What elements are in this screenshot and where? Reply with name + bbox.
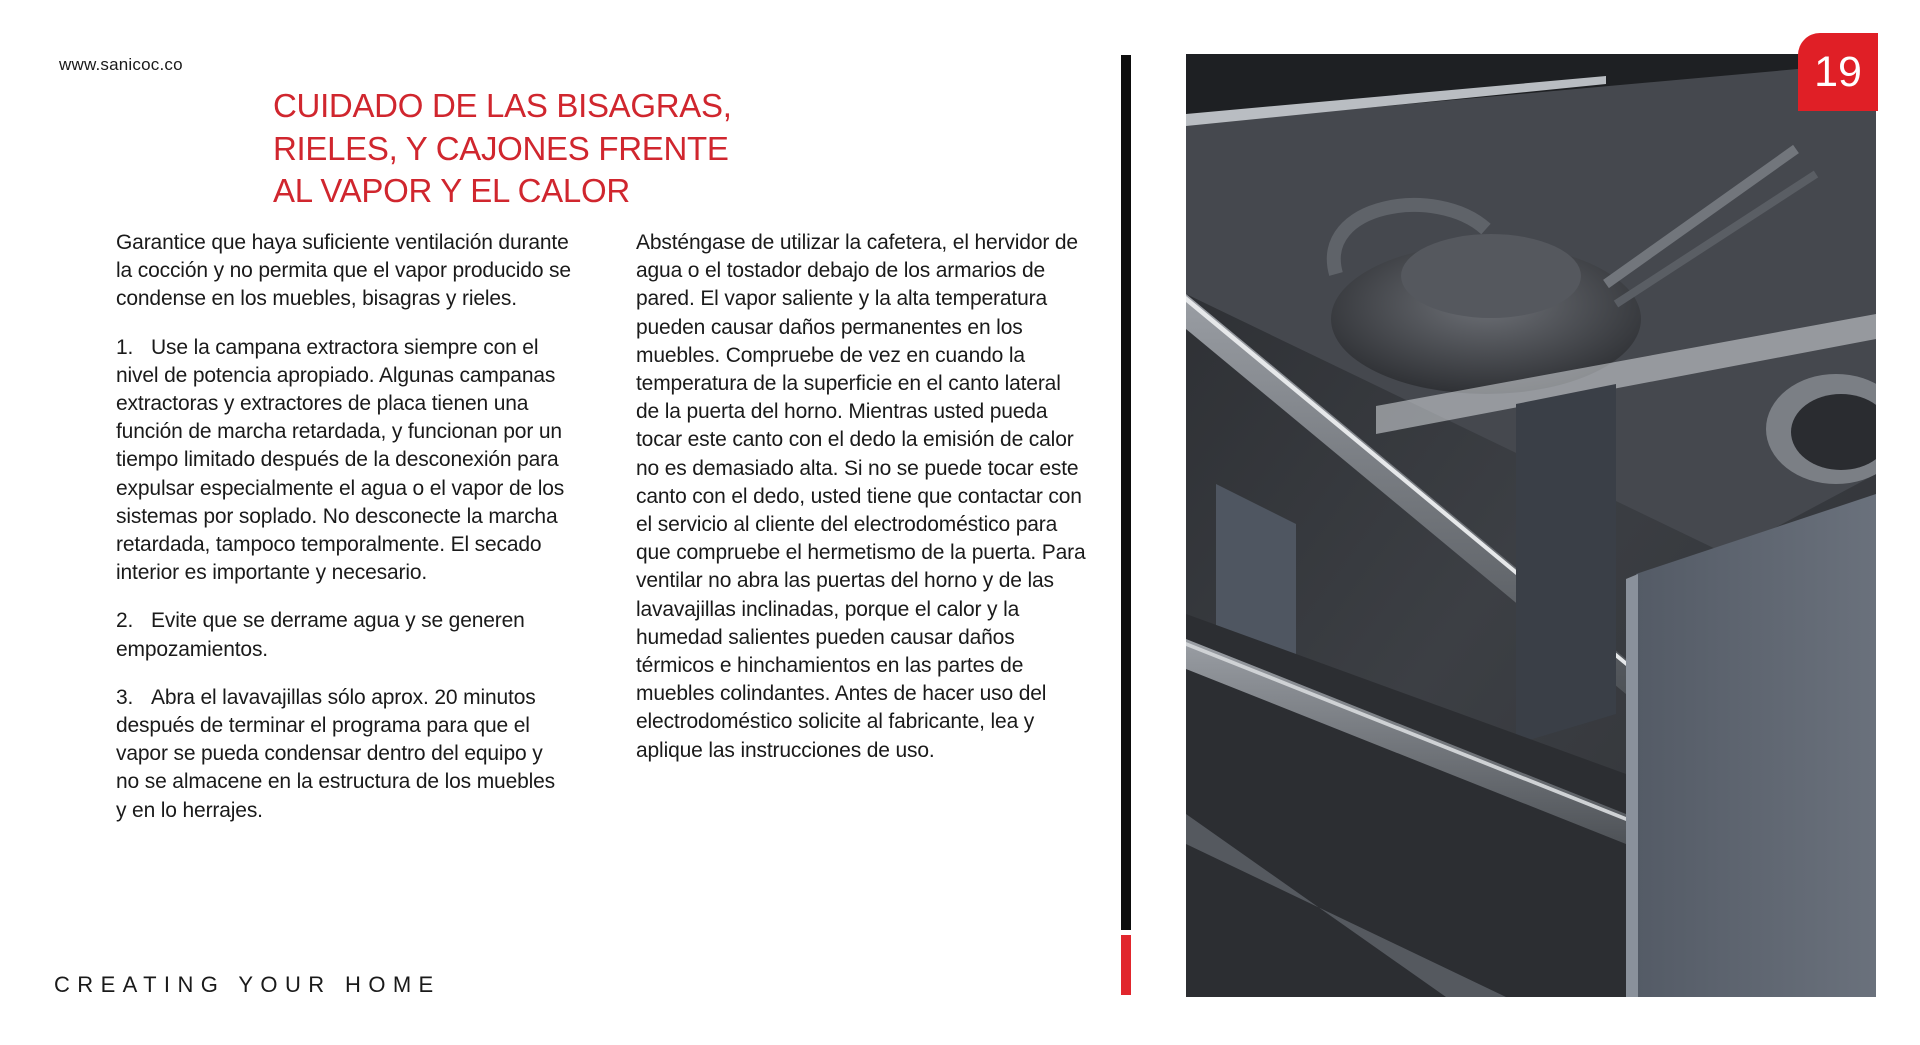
drawer-front-edge (1626, 574, 1638, 997)
right-paragraph: Absténgase de utilizar la cafetera, el hervidor de agua o el tostador debajo de los armarios de pared. El vapor saliente y la alta temperatura pueden causar daños permanentes en los muebles. Compruebe de vez en cuando la temperatura de la superficie en el canto lateral de la puerta del horno. Mientras usted pueda tocar este canto con el dedo la emisión de calor no es demasiado alta. Si no se puede tocar este canto con el dedo, usted tiene que contactar con el servicio al cliente del electrodoméstico para que compruebe el hermetismo de la puerta. Para ventilar no abra las puertas del horno y de las lavavajillas inclinadas, porque el calor y la humedad salientes pueden causar daños térmicos e hinchamientos en las partes de muebles colindantes. Antes de hacer uso del electrodoméstico solicite al fabricante, lea y aplique las instrucciones de uso. (636, 231, 1086, 762)
list-item-number: 2. (116, 609, 134, 633)
left-text-column (116, 229, 571, 825)
kitchen-drawer-photo (1186, 54, 1876, 997)
list-item (116, 684, 571, 825)
list-item-text: Abra el lavavajillas sólo aprox. 20 minutos después de terminar el programa para que el vapor se pueda condensar dentro del equipo y no se almacene en la estructura de los muebles y en lo herrajes. (116, 685, 556, 822)
right-text-column (636, 229, 1086, 765)
kettle-lid (1401, 234, 1581, 318)
divider-accent (1121, 935, 1131, 995)
list-item (116, 334, 571, 588)
list-item-number: 3. (116, 685, 134, 709)
list-item-text: Evite que se derrame agua y se generen empozamientos. (116, 609, 525, 661)
vertical-divider (1121, 55, 1131, 930)
page-title (273, 85, 833, 213)
title-line-1: CUIDADO DE LAS BISAGRAS, (273, 87, 732, 124)
list-item-number: 1. (116, 335, 134, 359)
title-line-2: RIELES, Y CAJONES FRENTE (273, 129, 729, 167)
page-number-badge: 19 (1798, 33, 1878, 111)
intro-paragraph: Garantice que haya suficiente ventilación durante la cocción y no permita que el vapor producido se condense en los muebles, bisagras y rieles. (116, 231, 571, 311)
site-url[interactable]: www.sanicoc.co (59, 55, 183, 74)
footer-tagline: CREATING YOUR HOME (54, 972, 441, 997)
title-line-3: AL VAPOR Y EL CALOR (273, 172, 630, 209)
drawer-front-panel (1636, 494, 1876, 997)
drawer-front-frame (1516, 384, 1616, 744)
list-item-text: Use la campana extractora siempre con el nivel de potencia apropiado. Algunas campanas extractoras y extractores de placa tienen una función de marcha retardada, y funcionan por un tiempo limitado después de la desconexión para expulsar especialmente el agua o el vapor de los sistemas por soplado. No desconecte la marcha retardada, tampoco temporalmente. El secado interior es importante y necesario. (116, 335, 565, 585)
list-item (116, 607, 571, 663)
